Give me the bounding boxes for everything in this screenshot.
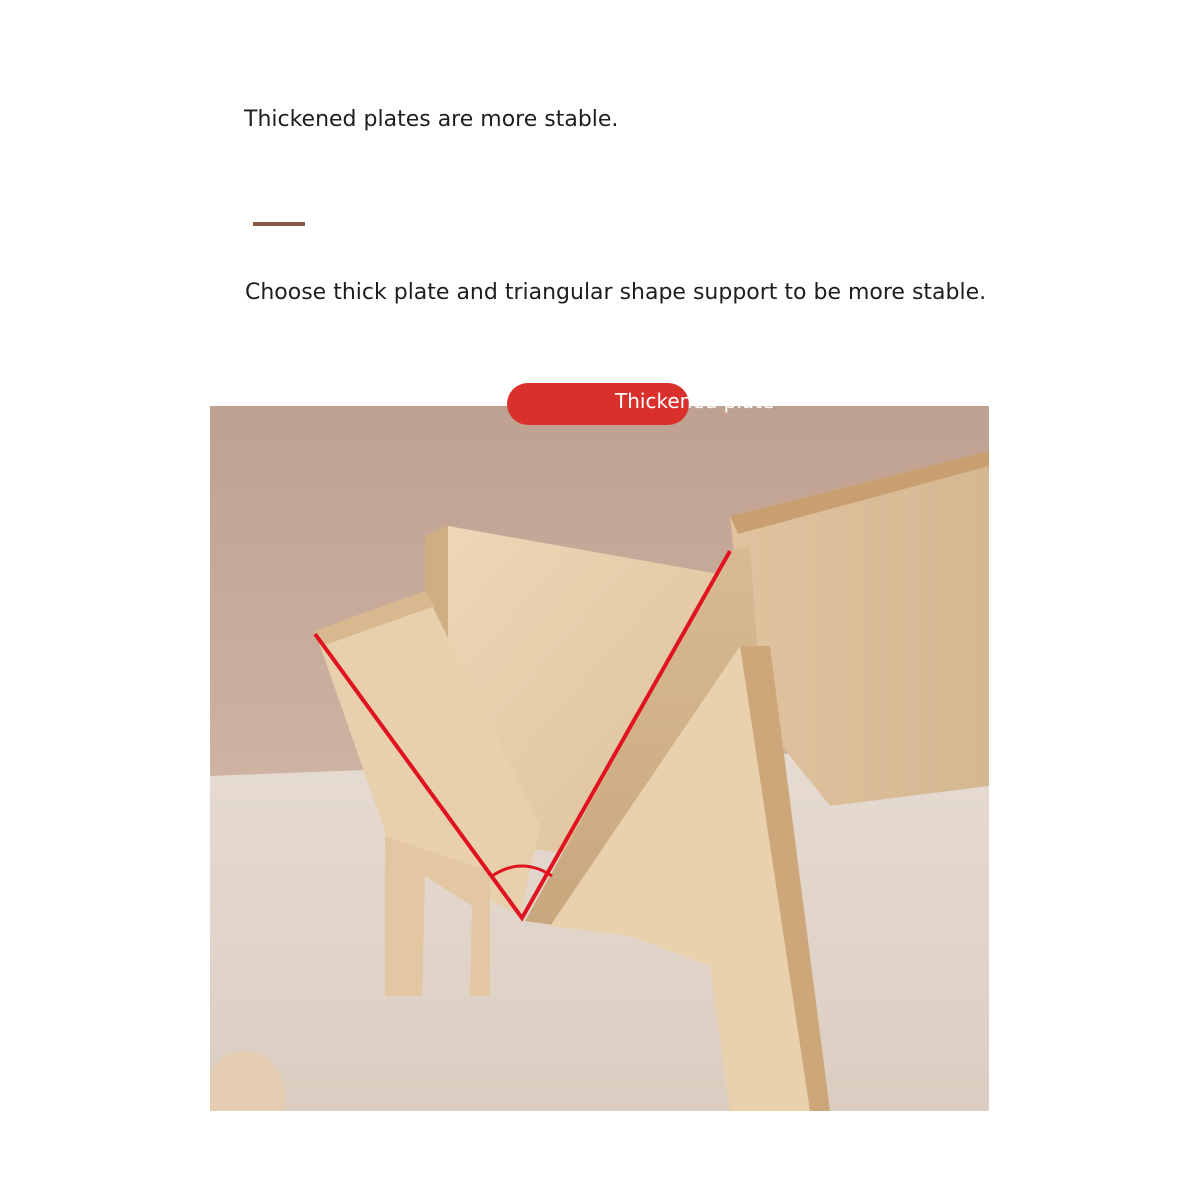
description: Choose thick plate and triangular shape support to be more stable. — [245, 280, 987, 305]
accent-divider — [253, 222, 305, 226]
callout-label: Thickened plate — [615, 389, 775, 413]
headline: Thickened plates are more stable. — [244, 107, 619, 132]
product-photo — [210, 406, 989, 1111]
